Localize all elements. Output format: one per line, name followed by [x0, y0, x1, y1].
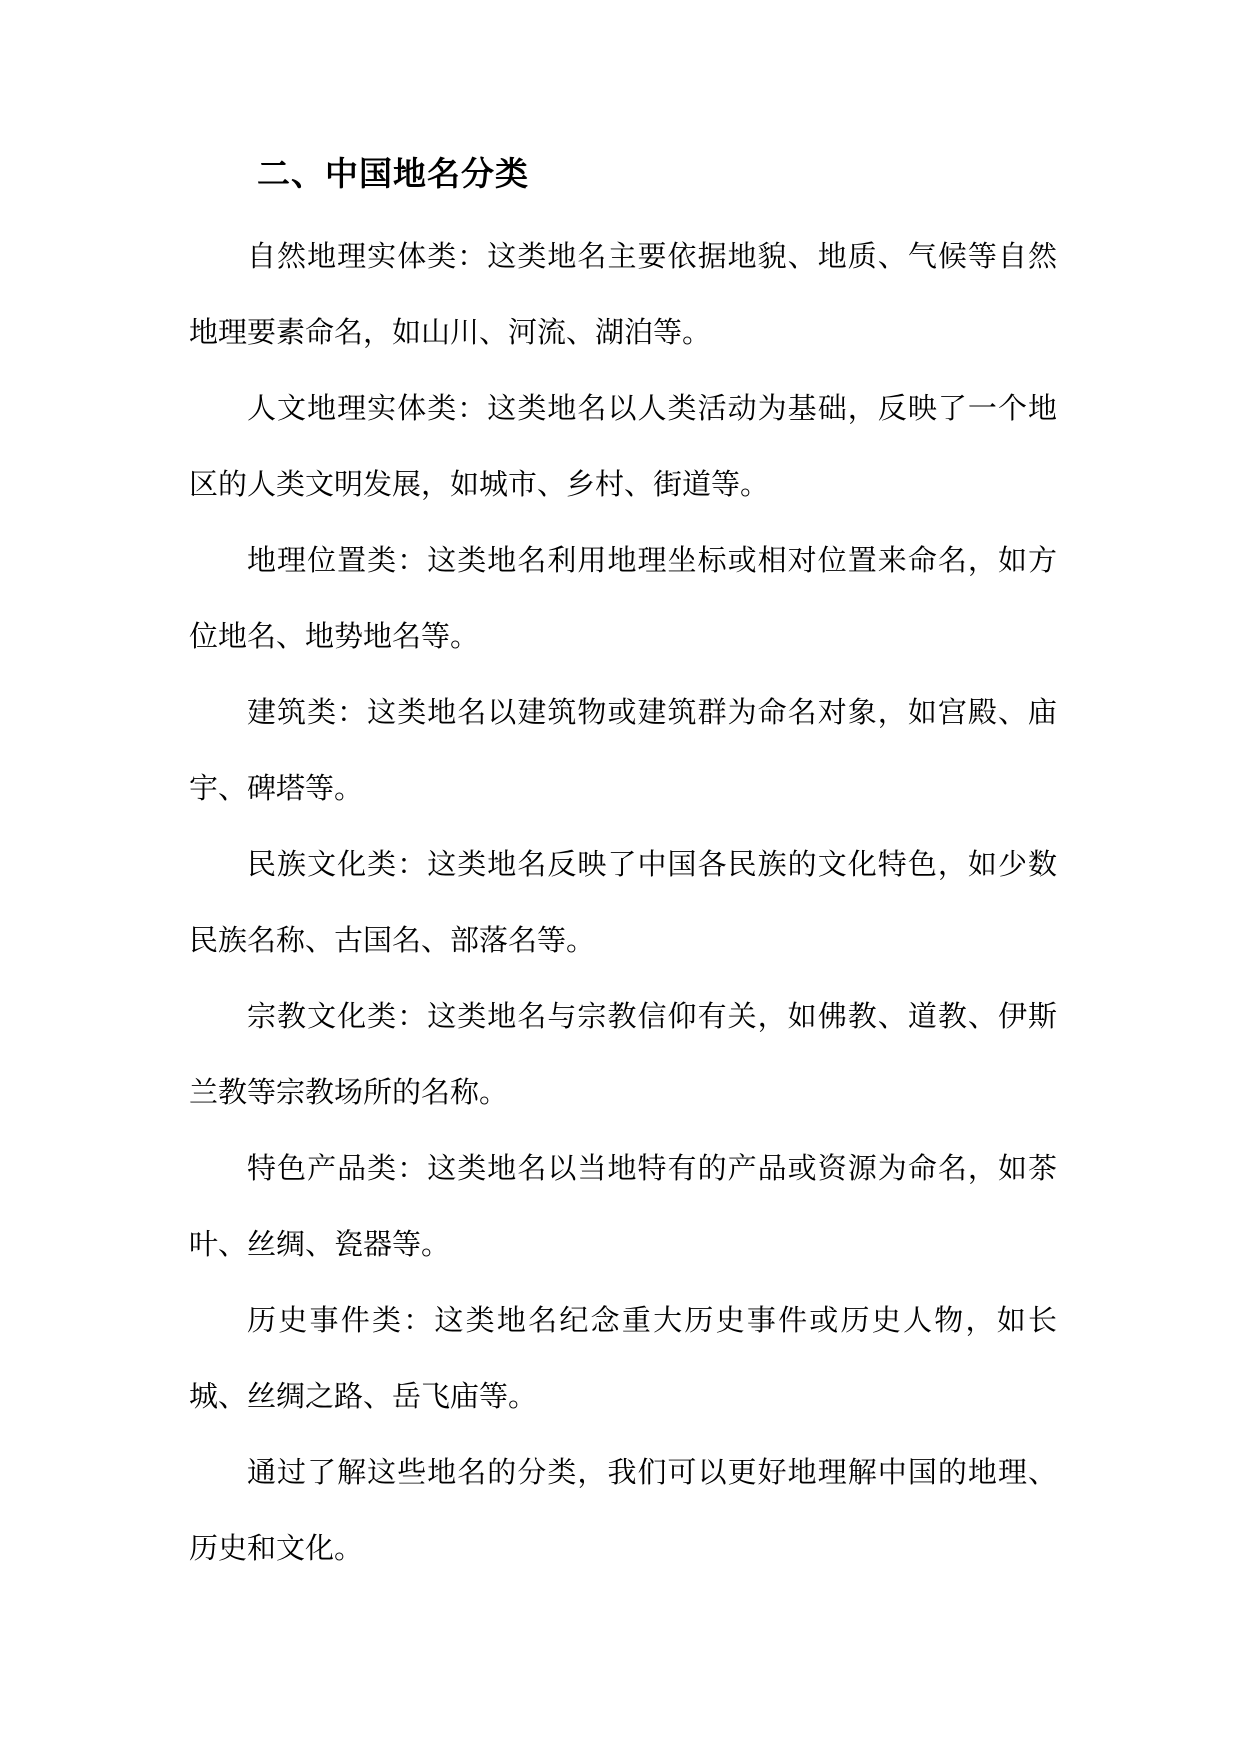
- paragraph-historical-events: 历史事件类：这类地名纪念重大历史事件或历史人物，如长城、丝绸之路、岳飞庙等。: [189, 1303, 1057, 1413]
- paragraph-specialty-products: 特色产品类：这类地名以当地特有的产品或资源为命名，如茶叶、丝绸、瓷器等。: [189, 1151, 1057, 1261]
- paragraph-human-geography: 人文地理实体类：这类地名以人类活动为基础，反映了一个地区的人类文明发展，如城市、乡村、街道等。: [189, 391, 1057, 501]
- paragraph-architecture: 建筑类：这类地名以建筑物或建筑群为命名对象，如宫殿、庙宇、碑塔等。: [189, 695, 1057, 805]
- paragraph-religious-culture: 宗教文化类：这类地名与宗教信仰有关，如佛教、道教、伊斯兰教等宗教场所的名称。: [189, 999, 1057, 1109]
- section-heading: 二、中国地名分类: [257, 154, 529, 193]
- paragraph-natural-geography: 自然地理实体类：这类地名主要依据地貌、地质、气候等自然地理要素命名，如山川、河流、湖泊等。: [189, 239, 1057, 349]
- paragraph-geographic-location: 地理位置类：这类地名利用地理坐标或相对位置来命名，如方位地名、地势地名等。: [189, 543, 1057, 653]
- paragraph-conclusion: 通过了解这些地名的分类，我们可以更好地理解中国的地理、历史和文化。: [189, 1455, 1057, 1565]
- paragraph-ethnic-culture: 民族文化类：这类地名反映了中国各民族的文化特色，如少数民族名称、古国名、部落名等。: [189, 847, 1057, 957]
